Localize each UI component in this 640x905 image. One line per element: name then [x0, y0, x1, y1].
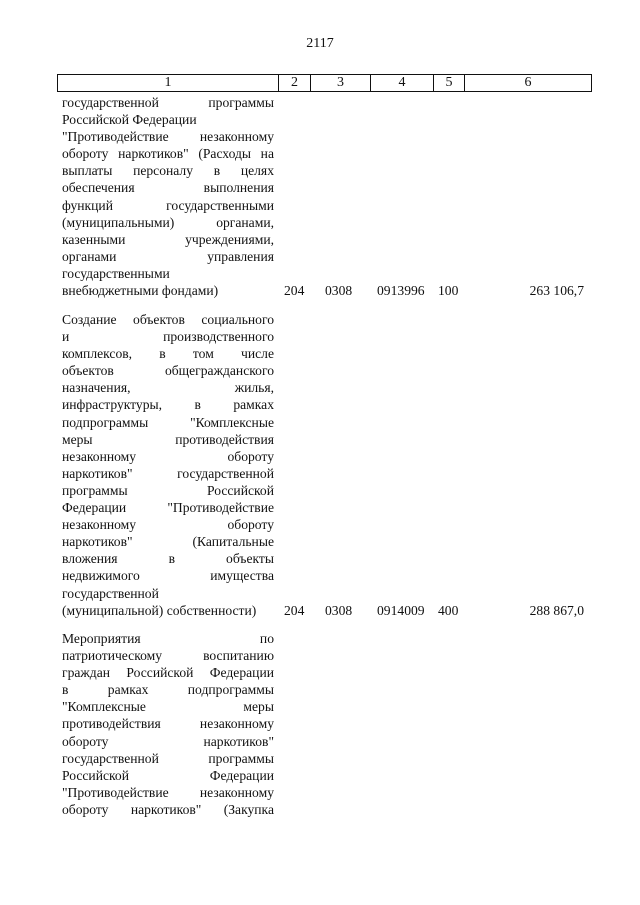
description-line: Создание объектов социального [62, 312, 274, 327]
description-line: государственной программы [62, 750, 274, 766]
description-line: граждан Российской Федерации [62, 665, 274, 681]
cell-section: 0308 [325, 603, 353, 618]
description-line: Мероприятия по [62, 631, 274, 646]
column-header-table [57, 74, 592, 92]
cell-section: 0308 [325, 283, 353, 298]
description-line: незаконному обороту [62, 448, 274, 464]
description-line: казенными учреждениями, [62, 231, 274, 247]
description-line: (муниципальной) собственности) [62, 602, 257, 618]
description-line: государственными [62, 265, 170, 281]
description-line: и производственного [62, 329, 274, 345]
description-line: "Противодействие незаконному [62, 129, 274, 145]
description-line: программы Российской [62, 482, 274, 498]
description-line: меры противодействия [62, 431, 274, 447]
description-line: органами управления [62, 248, 274, 264]
table-row [62, 630, 592, 820]
description-line: обороту наркотиков" (Закупка [62, 801, 274, 817]
row-description [62, 94, 274, 299]
description-line: противодействия незаконному [62, 716, 274, 732]
description-line: объектов общегражданского [62, 363, 274, 379]
description-line: государственной [62, 585, 159, 601]
description-line: выплаты персоналу в целях [62, 163, 274, 179]
cell-amount: 263 106,7 [529, 283, 584, 298]
description-line: назначения, жилья, [62, 380, 274, 396]
page-number: 2117 [306, 36, 334, 51]
cell-ministry: 204 [284, 283, 305, 298]
description-line: в рамках подпрограммы [62, 682, 274, 698]
description-line: комплексов, в том числе [62, 346, 274, 362]
description-line: патриотическому воспитанию [62, 648, 274, 664]
description-line: внебюджетными фондами) [62, 283, 219, 299]
description-line: наркотиков" государственной [62, 465, 274, 481]
column-header-4: 4 [371, 75, 434, 92]
cell-expense-type: 100 [438, 283, 459, 298]
description-line: Российской Федерации [62, 112, 197, 128]
column-header-6: 6 [465, 75, 592, 92]
description-line: Федерации "Противодействие [62, 500, 274, 516]
row-description [62, 311, 274, 619]
description-line: обороту наркотиков" (Расходы на [62, 146, 274, 162]
description-line: недвижимого имущества [62, 568, 274, 584]
description-line: подпрограммы "Комплексные [62, 414, 274, 430]
column-header-5: 5 [434, 75, 465, 92]
column-header-3: 3 [311, 75, 371, 92]
description-line: "Комплексные меры [62, 699, 274, 715]
description-line: обеспечения выполнения [62, 180, 274, 196]
cell-target-article: 0913996 [377, 283, 425, 298]
cell-ministry: 204 [284, 603, 305, 618]
cell-expense-type: 400 [438, 603, 459, 618]
description-line: вложения в объекты [62, 551, 274, 567]
cell-amount: 288 867,0 [529, 603, 584, 618]
row-description [62, 630, 274, 818]
description-line: наркотиков" (Капитальные [62, 534, 274, 550]
description-line: "Противодействие незаконному [62, 784, 274, 800]
column-header-2: 2 [279, 75, 311, 92]
description-line: (муниципальными) органами, [62, 214, 274, 230]
description-line: инфраструктуры, в рамках [62, 397, 274, 413]
description-line: функций государственными [62, 197, 274, 213]
column-header-row [58, 75, 592, 92]
table-row [62, 94, 592, 302]
table-row [62, 311, 592, 621]
description-line: Российской Федерации [62, 767, 274, 783]
description-line: государственной программы [62, 95, 274, 110]
column-header-1: 1 [58, 75, 279, 92]
cell-target-article: 0914009 [377, 603, 425, 618]
description-line: обороту наркотиков" [62, 733, 274, 749]
description-line: незаконному обороту [62, 517, 274, 533]
